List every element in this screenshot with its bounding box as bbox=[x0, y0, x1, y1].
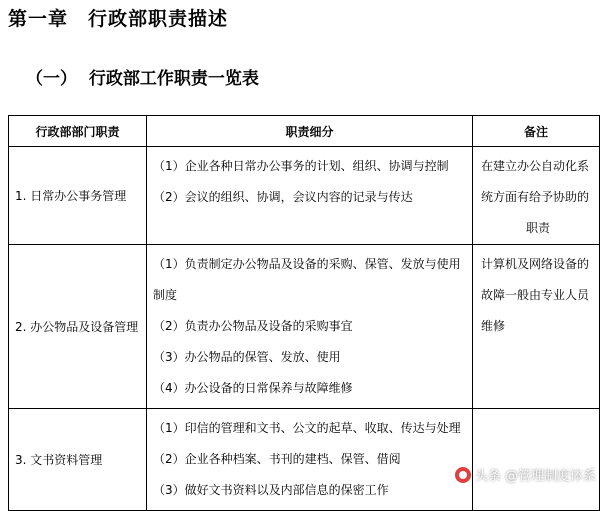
note-line: 统方面有给予协助的 bbox=[481, 190, 590, 204]
detail-line: （3）做好文书资料以及内部信息的保密工作 bbox=[153, 483, 389, 497]
row-category: 1. 日常办公事务管理 bbox=[9, 147, 147, 245]
detail-line: （1）负责制定办公物品及设备的采购、保管、发放与使用 bbox=[153, 257, 461, 271]
detail-line: （1）企业各种日常办公事务的计划、组织、协调与控制 bbox=[153, 159, 449, 173]
row-note bbox=[473, 147, 600, 245]
table-header-row bbox=[9, 116, 600, 147]
note-line: 在建立办公自动化系 bbox=[481, 159, 590, 173]
row-category: 3. 文书资料管理 bbox=[9, 409, 147, 511]
header-duty-detail: 职责细分 bbox=[147, 116, 473, 147]
row-note bbox=[473, 409, 600, 511]
duty-table bbox=[8, 115, 600, 511]
table-row bbox=[9, 147, 600, 245]
watermark-text: 头条 @管理制度体系 bbox=[474, 469, 596, 484]
note-line: 故障一般由专业人员 bbox=[481, 288, 590, 302]
detail-line: （2）企业各种档案、书刊的建档、保管、借阅 bbox=[153, 452, 401, 466]
detail-line: 制度 bbox=[153, 288, 178, 302]
row-details bbox=[147, 147, 473, 245]
detail-line: （3）办公物品的保管、发放、使用 bbox=[153, 350, 341, 364]
chapter-title: 第一章 行政部职责描述 bbox=[8, 8, 229, 30]
note-line: 计算机及网络设备的 bbox=[481, 257, 590, 271]
section-title: （一） 行政部工作职责一览表 bbox=[26, 69, 259, 89]
note-line: 职责 bbox=[525, 221, 550, 235]
row-details bbox=[147, 245, 473, 409]
detail-line: （2）负责办公物品及设备的采购事宜 bbox=[153, 319, 353, 333]
watermark bbox=[455, 465, 596, 484]
note-line: 维修 bbox=[481, 319, 506, 333]
table-row bbox=[9, 245, 600, 409]
detail-line: （2）会议的组织、协调，会议内容的记录与传达 bbox=[153, 190, 413, 204]
table-row bbox=[9, 409, 600, 511]
detail-line: （1）印信的管理和文书、公文的起草、收取、传达与处理 bbox=[153, 421, 461, 435]
header-remark: 备注 bbox=[473, 116, 600, 147]
toutiao-logo-icon bbox=[455, 467, 471, 483]
row-details bbox=[147, 409, 473, 511]
row-category: 2. 办公物品及设备管理 bbox=[9, 245, 147, 409]
row-note bbox=[473, 245, 600, 409]
header-department-duty: 行政部部门职责 bbox=[9, 116, 147, 147]
detail-line: （4）办公设备的日常保养与故障维修 bbox=[153, 381, 353, 395]
